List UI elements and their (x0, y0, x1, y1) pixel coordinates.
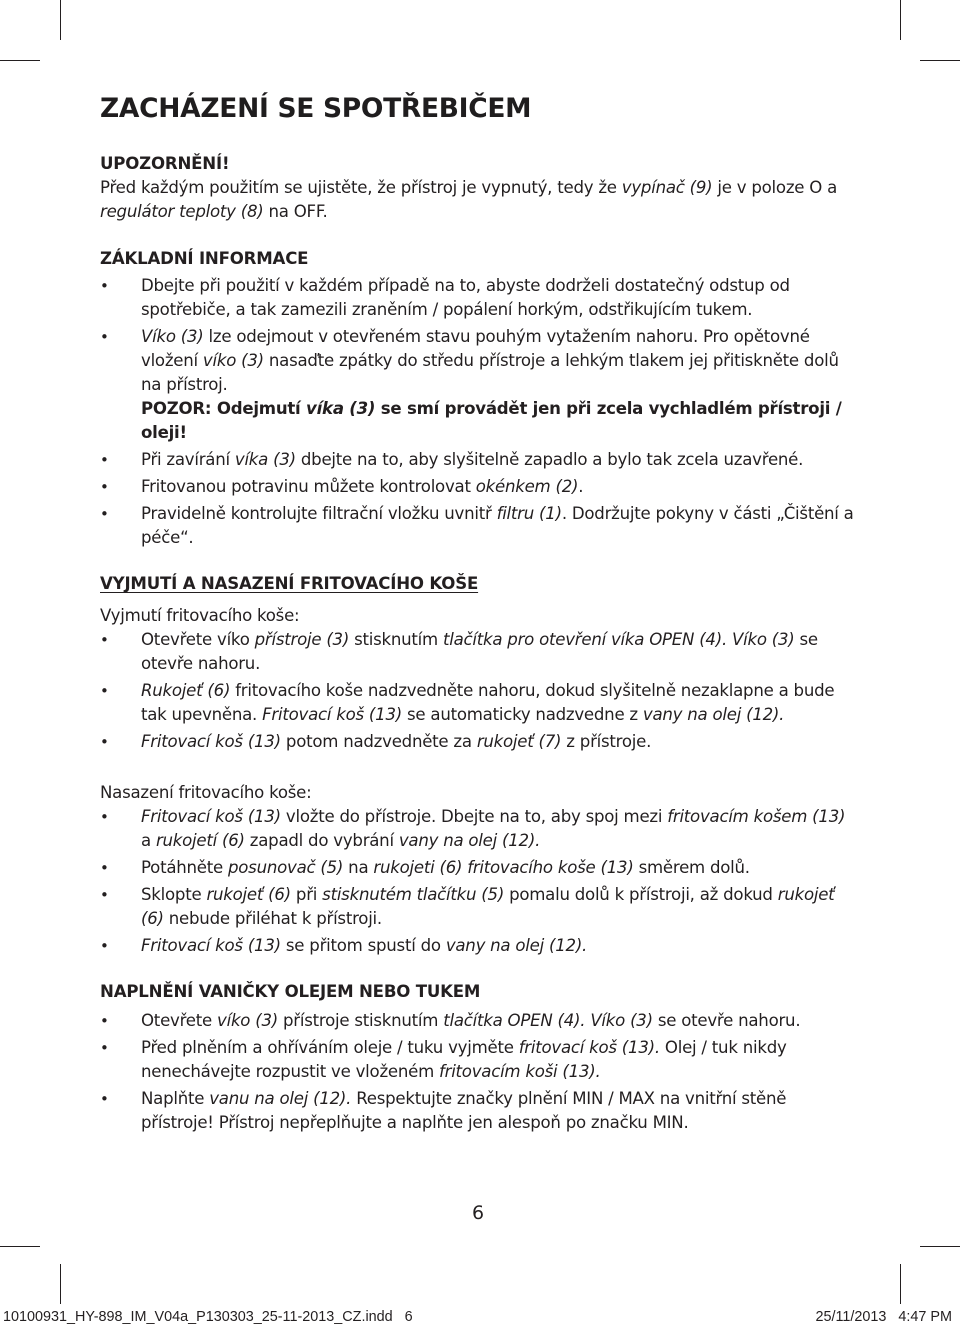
page-number: 6 (472, 1202, 485, 1224)
filling-list (100, 1009, 860, 1135)
list-item: • Naplňte vanu na olej (12). Respektujte značky plnění MIN / MAX na vnitřní stěně přístroje! Přístroj nepřeplňujte a naplňte jen alespoň po značku MIN. (100, 1087, 860, 1135)
list-item: • Pravidelně kontrolujte filtrační vložku uvnitř filtru (1). Dodržujte pokyny v části „Čištění a péče“. (100, 502, 860, 550)
removal-label: Vyjmutí fritovacího koše: (100, 606, 300, 625)
crop-mark (60, 1264, 61, 1304)
warning-heading: UPOZORNĚNÍ! (100, 154, 230, 173)
crop-mark (0, 60, 40, 61)
list-item: • Sklopte rukojeť (6) při stisknutém tlačítku (5) pomalu dolů k přístroji, až dokud rukojeť (6) nebude přiléhat k přístroji. (100, 883, 860, 931)
warning-note: POZOR: Odejmutí víka (3) se smí provádět jen při zcela vychladlém přístroji / oleji! (141, 399, 842, 442)
basic-list (100, 274, 860, 550)
warning-section (100, 152, 860, 224)
warning-text: Před každým použitím se ujistěte, že přístroj je vypnutý, tedy že vypínač (9) je v poloze O a regulátor teploty (8) na OFF. (100, 178, 838, 221)
list-item: • Potáhněte posunovač (5) na rukojeti (6) fritovacího koše (13) směrem dolů. (100, 856, 860, 880)
crop-mark (0, 1246, 40, 1247)
crop-mark (900, 1264, 901, 1304)
insert-label: Nasazení fritovacího koše: (100, 783, 312, 802)
removal-list (100, 628, 860, 754)
list-item: • Fritovanou potravinu můžete kontrolovat okénkem (2). (100, 475, 860, 499)
list-item: • Fritovací koš (13) vložte do přístroje. Dbejte na to, aby spoj mezi fritovacím košem (13) a rukojetí (6) zapadl do vybrání vany na olej (12). (100, 805, 860, 853)
list-item: • Otevřete víko (3) přístroje stisknutím tlačítka OPEN (4). Víko (3) se otevře nahoru. (100, 1009, 860, 1033)
crop-mark (920, 1246, 960, 1247)
crop-mark (900, 0, 901, 40)
basic-section (100, 247, 860, 550)
list-item: • Rukojeť (6) fritovacího koše nadzvedněte nahoru, dokud slyšitelně nezaklapne a bude tak upevněna. Fritovací koš (13) se automaticky nadzvedne z vany na olej (12). (100, 679, 860, 727)
basic-heading: ZÁKLADNÍ INFORMACE (100, 249, 309, 268)
list-item: • Víko (3) lze odejmout v otevřeném stavu pouhým vytažením nahoru. Pro opětovné vložení víko (3) nasaďte zpátky do středu přístroje a lehkým tlakem jej přitiskněte dolů na přístroj. POZOR: Odejmutí víka (3) se smí provádět jen při zcela vychladlém přístroji / oleji! (100, 325, 860, 445)
list-item: • Fritovací koš (13) se přitom spustí do vany na olej (12). (100, 934, 860, 958)
list-item: • Před plněním a ohříváním oleje / tuku vyjměte fritovací koš (13). Olej / tuk nikdy nenechávejte rozpustit ve vloženém fritovacím koši (13). (100, 1036, 860, 1084)
filling-heading: NAPLNĚNÍ VANIČKY OLEJEM NEBO TUKEM (100, 982, 481, 1001)
filling-section (100, 980, 860, 1135)
list-item: • Fritovací koš (13) potom nadzvedněte za rukojeť (7) z přístroje. (100, 730, 860, 754)
footer-file: 10100931_HY-898_IM_V04a_P130303_25-11-2013_CZ.indd 6 (3, 1309, 413, 1325)
list-item: • Otevřete víko přístroje (3) stisknutím tlačítka pro otevření víka OPEN (4). Víko (3) se otevře nahoru. (100, 628, 860, 676)
footer-date: 25/11/2013 4:47 PM (815, 1309, 952, 1325)
page-content (100, 92, 860, 1135)
crop-mark (60, 0, 61, 40)
list-item: • Při zavírání víka (3) dbejte na to, aby slyšitelně zapadlo a bylo tak zcela uzavřené. (100, 448, 860, 472)
list-item: • Dbejte při použití v každém případě na to, abyste dodrželi dostatečný odstup od spotřebiče, a tak zamezili zraněním / popálení horkým, odstřikujícím tukem. (100, 274, 860, 322)
basket-section (100, 572, 860, 958)
basket-heading: VYJMUTÍ A NASAZENÍ FRITOVACÍHO KOŠE (100, 574, 479, 593)
insert-list (100, 805, 860, 958)
page-title: ZACHÁZENÍ SE SPOTŘEBIČEM (100, 93, 532, 124)
crop-mark (920, 60, 960, 61)
